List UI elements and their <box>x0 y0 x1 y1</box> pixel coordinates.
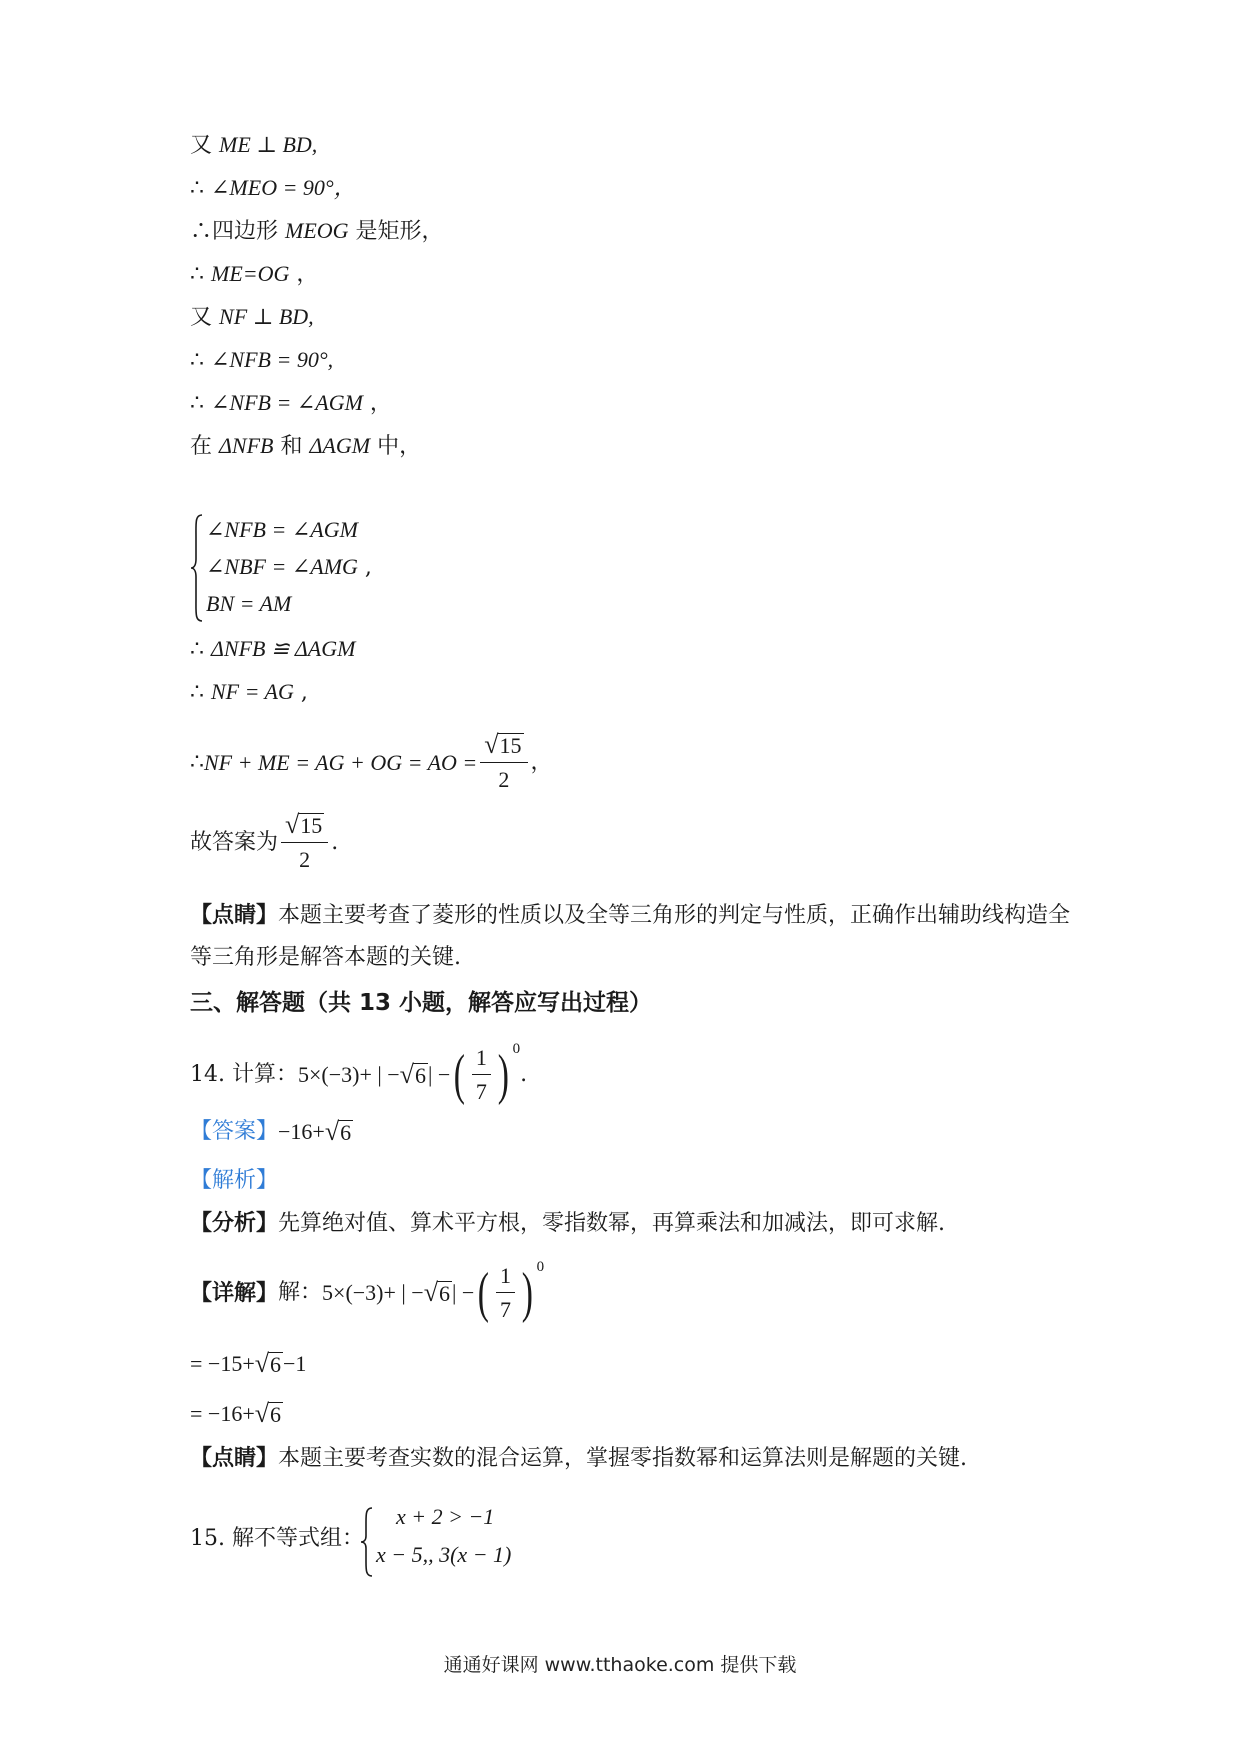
sqrt-value: 6 <box>270 1402 282 1427</box>
text-prefix: 在 <box>190 434 213 459</box>
remark-tag: 【点睛】 <box>190 902 279 928</box>
text-prefix: ∴ <box>190 680 211 705</box>
text-prefix: ∴ <box>190 750 204 775</box>
sqrt-icon: √ <box>254 1399 270 1428</box>
left-brace-icon <box>360 1506 374 1578</box>
detail-tag: 【详解】 <box>190 1280 279 1306</box>
answer-line <box>190 1117 353 1147</box>
left-brace-icon <box>190 513 204 623</box>
sqrt-value: 6 <box>439 1281 450 1306</box>
sqrt-icon: √ <box>423 1278 438 1307</box>
math-expression: ∠NFB = 90°, <box>211 347 334 372</box>
page-footer: 通通好课网 www.tthaoke.com 提供下载 <box>443 1654 797 1676</box>
line-congruent <box>190 634 355 665</box>
section-heading: 三、解答题（共 13 小题，解答应写出过程） <box>190 990 653 1016</box>
sqrt-value: 15 <box>300 813 323 838</box>
line-final-answer <box>190 808 338 878</box>
text-suffix: ， <box>530 750 553 775</box>
sqrt-value: 6 <box>270 1352 282 1377</box>
fraction-denominator: 7 <box>475 1079 487 1104</box>
line-me-eq-og <box>190 259 318 290</box>
parenthesized-fraction <box>474 1258 544 1328</box>
text-suffix: ， <box>369 391 392 416</box>
line-nf-eq-ag <box>190 677 308 708</box>
answer-tag: 【答案】 <box>190 1119 279 1144</box>
fenxi-line <box>190 1208 945 1239</box>
math-expression: 5×(−3)+ | − <box>297 1062 400 1087</box>
sqrt <box>255 1401 283 1427</box>
math-expression: NF ⊥ BD, <box>219 304 314 329</box>
sqrt-icon: √ <box>484 730 499 759</box>
line-angle-nfb <box>190 345 333 376</box>
inequality-1: x + 2 > −1 <box>396 1504 495 1529</box>
line-rectangle-meog <box>190 216 444 247</box>
line-sum-result <box>190 728 553 798</box>
sqrt <box>484 732 523 758</box>
left-paren: ( <box>453 1044 466 1106</box>
text-prefix: ∴ <box>190 391 211 416</box>
fraction-denominator: 7 <box>499 1297 511 1322</box>
math-expression: ME ⊥ BD, <box>219 132 318 157</box>
analysis-tag: 【解析】 <box>190 1168 279 1193</box>
text-prefix: 故答案为 <box>190 830 279 855</box>
text-suffix: . <box>520 1062 528 1087</box>
math-expression: ∠NBF = ∠AMG <box>206 554 358 579</box>
system-line-2 <box>206 552 372 583</box>
sqrt <box>325 1119 353 1145</box>
sqrt <box>285 812 324 838</box>
math-expression: 5×(−3)+ | − <box>322 1280 424 1305</box>
line-angle-meo <box>190 173 356 204</box>
answer-value: −16+ <box>278 1119 325 1144</box>
math-expression: ΔNFB <box>219 433 274 458</box>
sqrt-value: 6 <box>414 1063 426 1088</box>
text-suffix: . <box>331 830 339 855</box>
math-expression: = −15+ <box>190 1351 255 1376</box>
inequality-2: x − 5,, 3(x − 1) <box>376 1542 512 1567</box>
remark-1-line-2: 等三角形是解答本题的关键. <box>190 945 461 970</box>
exponent: 0 <box>536 1259 545 1275</box>
text-prefix: ∴ <box>190 262 204 287</box>
fraction-numerator <box>480 731 527 763</box>
detail-prefix: 解： <box>278 1280 323 1305</box>
text-suffix: , <box>300 680 308 705</box>
remark-text: 本题主要考查了菱形的性质以及全等三角形的判定与性质，正确作出辅助线构造全 <box>278 903 1071 928</box>
fraction <box>480 731 527 795</box>
text-prefix: ∴ <box>190 176 211 201</box>
sqrt <box>424 1280 452 1306</box>
right-paren: ) <box>521 1262 533 1324</box>
text-prefix: 又 <box>190 133 213 158</box>
sqrt-value: 15 <box>499 733 522 758</box>
exponent: 0 <box>512 1041 521 1057</box>
math-expression: NF + ME = AG + OG = AO = <box>204 750 478 775</box>
fenxi-tag: 【分析】 <box>190 1210 279 1236</box>
sqrt-icon: √ <box>254 1349 270 1378</box>
text-connector: 和 <box>280 434 303 459</box>
math-expression: = −16+ <box>190 1401 255 1426</box>
math-expression: ME=OG <box>211 261 290 286</box>
text-prefix: 又 <box>190 305 213 330</box>
right-paren: ) <box>497 1044 509 1106</box>
sqrt-icon: √ <box>399 1060 414 1089</box>
step-2 <box>190 1399 283 1429</box>
text-prefix: ∴ <box>190 348 211 373</box>
math-expression: NF = AG <box>211 679 294 704</box>
math-expression: ΔAGM <box>309 433 371 458</box>
fraction-denominator: 2 <box>299 847 311 872</box>
sqrt <box>400 1062 428 1088</box>
math-expression: −1 <box>283 1351 307 1376</box>
fraction-numerator: 1 <box>472 1043 491 1075</box>
remark-1-line-1 <box>190 900 1070 931</box>
math-expression: MEOG <box>285 218 349 243</box>
system-line-1: ∠NFB = ∠AGM <box>206 517 358 542</box>
fraction <box>281 811 328 875</box>
math-expression: ∠MEO = 90°， <box>211 175 356 200</box>
math-expression: | − <box>452 1280 475 1305</box>
math-expression: | − <box>427 1062 451 1087</box>
math-expression: ∠NFB = ∠AGM <box>211 390 363 415</box>
line-nf-perp-bd <box>190 302 314 333</box>
remark-tag: 【点睛】 <box>190 1445 279 1471</box>
fraction-numerator <box>281 811 328 843</box>
question-14 <box>190 1040 527 1110</box>
line-in-triangles <box>190 431 421 462</box>
text-suffix: 是矩形， <box>355 219 444 244</box>
parenthesized-fraction <box>450 1040 520 1110</box>
left-paren: ( <box>478 1262 490 1324</box>
sqrt-icon: √ <box>285 810 300 839</box>
question-label: 15. 解不等式组： <box>190 1526 364 1551</box>
line-angle-nfb-eq-agm <box>190 388 392 419</box>
fraction-denominator: 2 <box>498 767 510 792</box>
text-prefix: ∴ <box>190 637 211 662</box>
sqrt-icon: √ <box>324 1117 340 1146</box>
text-suffix: 中， <box>377 434 422 459</box>
system-line-3: BN = AM <box>206 591 292 616</box>
sqrt <box>255 1351 283 1377</box>
question-label: 14. 计算： <box>190 1062 298 1087</box>
fenxi-text: 先算绝对值、算术平方根，零指数幂，再算乘法和加减法，即可求解. <box>278 1211 946 1236</box>
remark-text: 本题主要考查实数的混合运算，掌握零指数幂和运算法则是解题的关键. <box>278 1446 968 1471</box>
text-prefix: ∴四边形 <box>190 219 285 244</box>
fraction <box>472 1043 491 1107</box>
math-expression: ΔNFB ≌ ΔAGM <box>211 636 356 661</box>
fraction <box>496 1261 515 1325</box>
sqrt-value: 6 <box>340 1120 352 1145</box>
fraction-numerator: 1 <box>496 1261 515 1293</box>
detail-line <box>190 1258 544 1328</box>
step-1 <box>190 1349 306 1379</box>
remark-2 <box>190 1443 967 1474</box>
line-me-perp-bd <box>190 130 317 161</box>
text-suffix: , <box>357 555 372 580</box>
text-suffix: ， <box>296 262 319 287</box>
